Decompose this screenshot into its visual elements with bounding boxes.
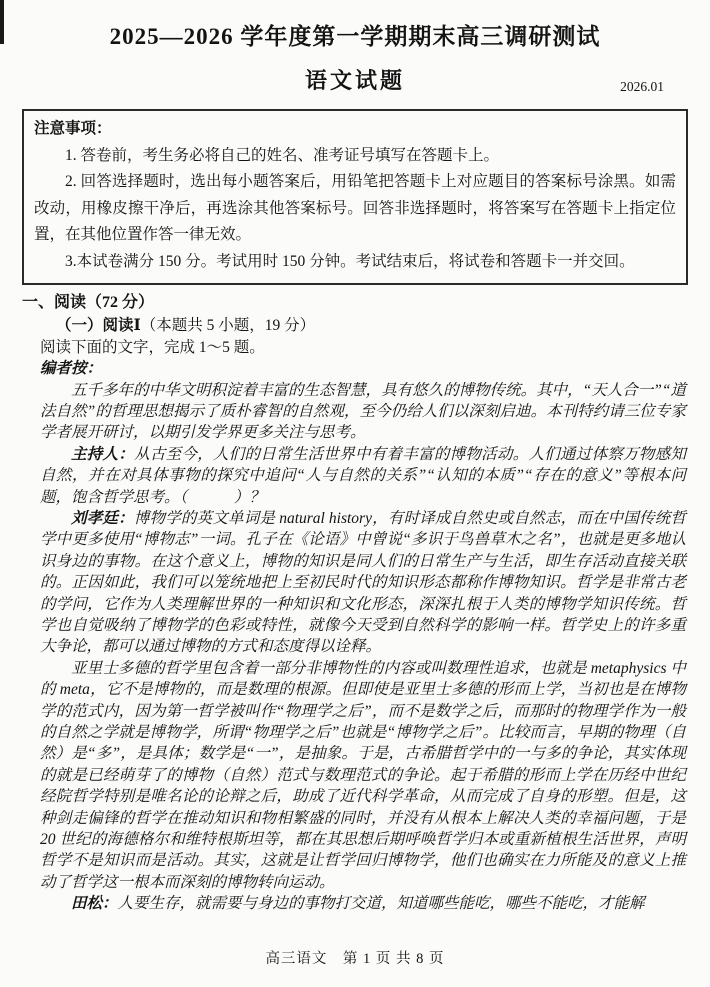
subheading-bold: （一）阅读Ⅰ bbox=[56, 317, 141, 334]
notice-heading: 注意事项： bbox=[34, 120, 112, 137]
scan-artifact bbox=[0, 0, 4, 44]
section-heading: 一、阅读（72 分） bbox=[22, 294, 155, 311]
paragraph-text: 亚里士多德的哲学里包含着一部分非博物性的内容或叫数理性追求，也就是 metaphysics 中的 meta，它不是博物的，而是数理的根源。但即使是亚里士多德的形而上学，当初也是在博物学的范式内，因为第一哲学被叫作“物理学之后”，而不是数学之后，而那时的物理学作为一般的自然之学就是博物学，所谓“物理学之后”也就是“博物学之后”。比较而言，早期的物理（自然）是“多”，是具体；数学是“一”，是抽象。于是，古希腊哲学中的一与多的争论，其实体现的就是已经萌芽了的博物（自然）范式与数理范式的争论。起于希腊的形而上学在历经中世纪经院哲学特别是唯名论的论辩之后，助成了近代科学革命，从而完成了自身的形塑。但是，这种剑走偏锋的哲学在推动知识和物相繁盛的同时，并没有从根本上解决人类的幸福问题，于是 20 世纪的海德格尔和维特根斯坦等，都在其思想后期呼唤哲学归本或重新植根生活世界，声明哲学不是知识而是活动。其实，这就是让哲学回归博物学，他们也确实在力所能及的意义上推动了哲学这一根本而深刻的博物转向运动。 bbox=[40, 659, 687, 891]
page-subtitle: 语文试题 bbox=[304, 68, 405, 93]
notice-item: 3.本试卷满分 150 分。考试用时 150 分钟。考试结束后，将试卷和答题卡一并交回。 bbox=[65, 252, 635, 270]
speaker-name: 刘孝廷： bbox=[71, 509, 134, 527]
notice-box bbox=[22, 109, 688, 285]
exam-date: 2026.01 bbox=[620, 79, 664, 94]
subtitle-row bbox=[22, 66, 688, 96]
editor-note-paragraph: 五千多年的中华文明积淀着丰富的生态智慧，具有悠久的博物传统。其中，“天人合一”“道法自然”的哲理思想揭示了质朴睿智的自然观，至今仍给人们以深刻启迪。本刊特约请三位专家学者展开研讨，以期引发学界更多关注与思考。 bbox=[40, 381, 686, 442]
passage-paragraph bbox=[40, 508, 686, 658]
notice-item: 2. 回答选择题时，选出每小题答案后，用铅笔把答题卡上对应题目的答案标号涂黑。如需改动，用橡皮擦干净后，再选涂其他答案标号。回答非选择题时，将答案写在答题卡上指定位置，在其他位置作答一律无效。 bbox=[34, 173, 676, 243]
speaker-name: 田松： bbox=[71, 895, 118, 913]
page-footer: 高三语文 第 1 页 共 8 页 bbox=[265, 951, 445, 967]
section-subheading bbox=[56, 315, 688, 337]
notice-item: 1. 答卷前，考生务必将自己的姓名、准考证号填写在答题卡上。 bbox=[65, 146, 500, 164]
paragraph-text: 从古至今，人们的日常生活世界中有着丰富的博物活动。人们通过体察万物感知自然，并在对具体事物的探究中追问“人与自然的关系”“认知的本质”“存在的意义”等根本问题，饱含哲学思考。（ ）？ bbox=[40, 445, 686, 506]
passage-paragraph bbox=[40, 444, 686, 508]
editor-note-label: 编者按： bbox=[40, 360, 103, 377]
passage-paragraph bbox=[40, 893, 686, 914]
reading-instruction: 阅读下面的文字，完成 1～5 题。 bbox=[40, 338, 265, 356]
passage-paragraph bbox=[40, 658, 686, 893]
page-title: 2025—2026 学年度第一学期期末高三调研测试 bbox=[109, 24, 601, 49]
speaker-name: 主持人： bbox=[71, 445, 135, 463]
reading-passage bbox=[40, 358, 686, 915]
paragraph-text: 博物学的英文单词是 natural history，有时译成自然史或自然志，而在中国传统哲学中更多使用“博物志”一词。孔子在《论语》中曾说“多识于鸟兽草木之名”，也就是更多地认识身边的事物。在这个意义上，博物的知识是同人们的日常生产与生活，即生存活动直接关联的。正因如此，我们可以笼统地把上至初民时代的知识形态都称作博物知识。哲学是非常古老的学问，它作为人类理解世界的一种知识和文化形态，深深扎根于人类的博物学知识传统。哲学也自觉吸纳了博物学的色彩或特性，就像今天受到自然科学的影响一样。哲学史上的许多重大争论，都可以通过博物的方式和态度得以诠释。 bbox=[40, 509, 686, 656]
paragraph-text: 人要生存，就需要与身边的事物打交道，知道哪些能吃，哪些不能吃，才能解 bbox=[117, 895, 645, 913]
subheading-rest: （本题共 5 小题，19 分） bbox=[140, 317, 316, 334]
